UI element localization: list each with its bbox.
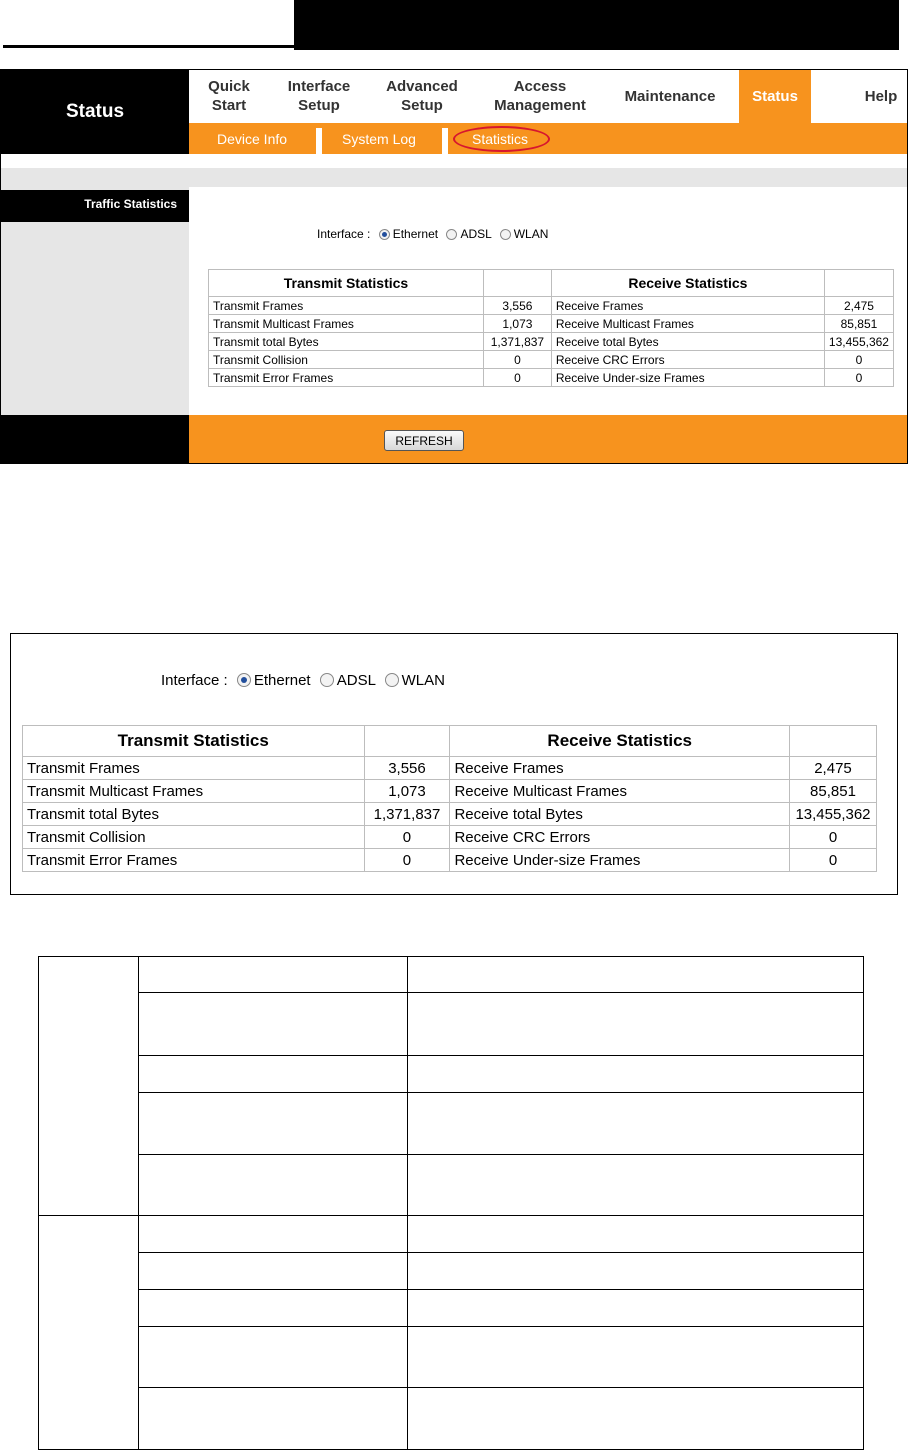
rx-label: Receive Multicast Frames <box>450 780 790 803</box>
tx-label: Transmit Frames <box>209 297 484 315</box>
transmit-header: Transmit Statistics <box>209 270 484 297</box>
tab-status[interactable] <box>739 70 811 123</box>
rx-label: Receive Under-size Frames <box>450 849 790 872</box>
rx-label: Receive Frames <box>450 757 790 780</box>
subtab-statistics[interactable]: Statistics <box>472 131 529 147</box>
tx-value: 0 <box>483 369 551 387</box>
rx-value: 13,455,362 <box>824 333 893 351</box>
tab-label: Help <box>864 88 898 105</box>
rx-value: 0 <box>789 849 876 872</box>
field-cell <box>138 1155 407 1216</box>
table-row <box>209 297 894 315</box>
rx-value: 13,455,362 <box>789 803 876 826</box>
subtab-device-info[interactable]: Device Info <box>217 131 288 147</box>
rx-label: Receive Frames <box>551 297 824 315</box>
tab-label: Status <box>752 88 798 105</box>
tx-label: Transmit total Bytes <box>209 333 484 351</box>
section-title: Traffic Statistics <box>1 190 189 222</box>
footer-left <box>1 415 189 464</box>
radio-label: Ethernet <box>253 672 311 689</box>
empty-header <box>483 270 551 297</box>
highlight-circle <box>453 126 550 152</box>
field-cell <box>138 1056 407 1093</box>
table-row <box>23 780 877 803</box>
rx-value: 85,851 <box>789 780 876 803</box>
header-rule <box>3 45 294 48</box>
radio-label: Ethernet <box>392 227 439 241</box>
header-black-block <box>294 0 899 50</box>
group-cell <box>39 1216 139 1450</box>
transmit-header: Transmit Statistics <box>23 726 365 757</box>
table-row <box>39 1155 864 1216</box>
tab-label: Access <box>513 78 567 95</box>
desc-cell <box>407 1093 863 1155</box>
table-row <box>39 1388 864 1450</box>
tab-access-management[interactable] <box>485 77 595 115</box>
table-row <box>23 757 877 780</box>
table-row <box>39 1290 864 1327</box>
rx-value: 0 <box>824 351 893 369</box>
tx-label: Transmit Collision <box>23 826 365 849</box>
table-header-row <box>23 726 877 757</box>
rx-label: Receive total Bytes <box>551 333 824 351</box>
radio-label: ADSL <box>460 227 492 241</box>
radio-label: WLAN <box>513 227 549 241</box>
empty-header <box>364 726 450 757</box>
radio-ethernet[interactable] <box>237 673 251 687</box>
table-row <box>23 849 877 872</box>
table-row <box>209 333 894 351</box>
rx-label: Receive CRC Errors <box>551 351 824 369</box>
tab-label: Setup <box>298 97 340 114</box>
document-header-bar <box>0 0 910 50</box>
tab-label: Setup <box>401 97 443 114</box>
field-cell <box>138 1253 407 1290</box>
tx-label: Transmit Frames <box>23 757 365 780</box>
rx-label: Receive Multicast Frames <box>551 315 824 333</box>
tx-value: 1,371,837 <box>483 333 551 351</box>
tab-label: Quick <box>208 78 250 95</box>
empty-header <box>789 726 876 757</box>
table-row <box>39 1216 864 1253</box>
field-cell <box>138 1327 407 1388</box>
subtab-separator <box>442 128 448 154</box>
desc-cell <box>407 993 863 1056</box>
desc-cell <box>407 1155 863 1216</box>
interface-selector <box>317 227 548 241</box>
field-cell <box>138 993 407 1056</box>
tab-label: Start <box>211 97 247 114</box>
tx-label: Transmit Collision <box>209 351 484 369</box>
subtab-separator <box>316 128 322 154</box>
group-cell <box>39 957 139 1216</box>
desc-cell <box>407 1216 863 1253</box>
radio-wlan[interactable] <box>500 229 511 240</box>
tab-help[interactable] <box>853 87 908 106</box>
rx-label: Receive Under-size Frames <box>551 369 824 387</box>
field-cell <box>138 1093 407 1155</box>
table-row <box>39 957 864 993</box>
router-status-screenshot <box>0 69 908 464</box>
tab-interface-setup[interactable] <box>277 77 361 115</box>
rx-value: 85,851 <box>824 315 893 333</box>
table-header-row <box>209 270 894 297</box>
statistics-zoom-screenshot <box>10 633 898 895</box>
traffic-statistics-table <box>22 725 877 872</box>
tx-label: Transmit Error Frames <box>23 849 365 872</box>
tab-label: Advanced <box>386 78 458 95</box>
field-cell <box>138 957 407 993</box>
footer-bar <box>189 415 908 464</box>
desc-cell <box>407 1056 863 1093</box>
empty-header <box>824 270 893 297</box>
interface-selector <box>161 672 445 689</box>
tab-maintenance[interactable] <box>613 87 727 106</box>
field-cell <box>138 1216 407 1253</box>
sub-nav <box>189 123 908 154</box>
field-description-table <box>38 956 864 1450</box>
radio-ethernet[interactable] <box>379 229 390 240</box>
tx-value: 0 <box>364 826 450 849</box>
brand-label: Status <box>1 70 189 154</box>
receive-header: Receive Statistics <box>450 726 790 757</box>
table-row <box>39 1056 864 1093</box>
rx-label: Receive total Bytes <box>450 803 790 826</box>
tab-quick-start[interactable] <box>197 77 261 115</box>
rx-value: 2,475 <box>789 757 876 780</box>
table-row <box>209 369 894 387</box>
tx-value: 1,073 <box>364 780 450 803</box>
table-row <box>39 993 864 1056</box>
table-row <box>39 1327 864 1388</box>
tx-label: Transmit total Bytes <box>23 803 365 826</box>
rx-value: 2,475 <box>824 297 893 315</box>
tx-value: 1,371,837 <box>364 803 450 826</box>
table-row <box>39 1093 864 1155</box>
table-row <box>209 315 894 333</box>
tab-advanced-setup[interactable] <box>377 77 467 115</box>
tab-label: Maintenance <box>624 88 716 105</box>
table-row <box>23 803 877 826</box>
tx-value: 3,556 <box>364 757 450 780</box>
tab-label: Interface <box>287 78 351 95</box>
table-row <box>23 826 877 849</box>
desc-cell <box>407 957 863 993</box>
interface-label: Interface : <box>161 672 228 689</box>
desc-cell <box>407 1253 863 1290</box>
table-row <box>39 1253 864 1290</box>
radio-adsl[interactable] <box>446 229 457 240</box>
interface-label: Interface : <box>317 227 371 241</box>
tab-label: Management <box>494 97 586 114</box>
tx-label: Transmit Error Frames <box>209 369 484 387</box>
radio-adsl[interactable] <box>320 673 334 687</box>
field-cell <box>138 1290 407 1327</box>
subtab-system-log[interactable]: System Log <box>342 131 416 147</box>
tx-label: Transmit Multicast Frames <box>209 315 484 333</box>
field-cell <box>138 1388 407 1450</box>
desc-cell <box>407 1290 863 1327</box>
traffic-statistics-table <box>208 269 894 387</box>
receive-header: Receive Statistics <box>551 270 824 297</box>
refresh-button[interactable]: REFRESH <box>384 430 464 451</box>
tx-value: 0 <box>483 351 551 369</box>
desc-cell <box>407 1327 863 1388</box>
gray-band <box>1 168 908 187</box>
desc-cell <box>407 1388 863 1450</box>
tx-value: 1,073 <box>483 315 551 333</box>
radio-label: WLAN <box>401 672 445 689</box>
main-nav <box>189 70 908 123</box>
radio-label: ADSL <box>336 672 376 689</box>
tx-value: 3,556 <box>483 297 551 315</box>
tx-label: Transmit Multicast Frames <box>23 780 365 803</box>
rx-value: 0 <box>824 369 893 387</box>
rx-value: 0 <box>789 826 876 849</box>
rx-label: Receive CRC Errors <box>450 826 790 849</box>
table-row <box>209 351 894 369</box>
tx-value: 0 <box>364 849 450 872</box>
radio-wlan[interactable] <box>385 673 399 687</box>
